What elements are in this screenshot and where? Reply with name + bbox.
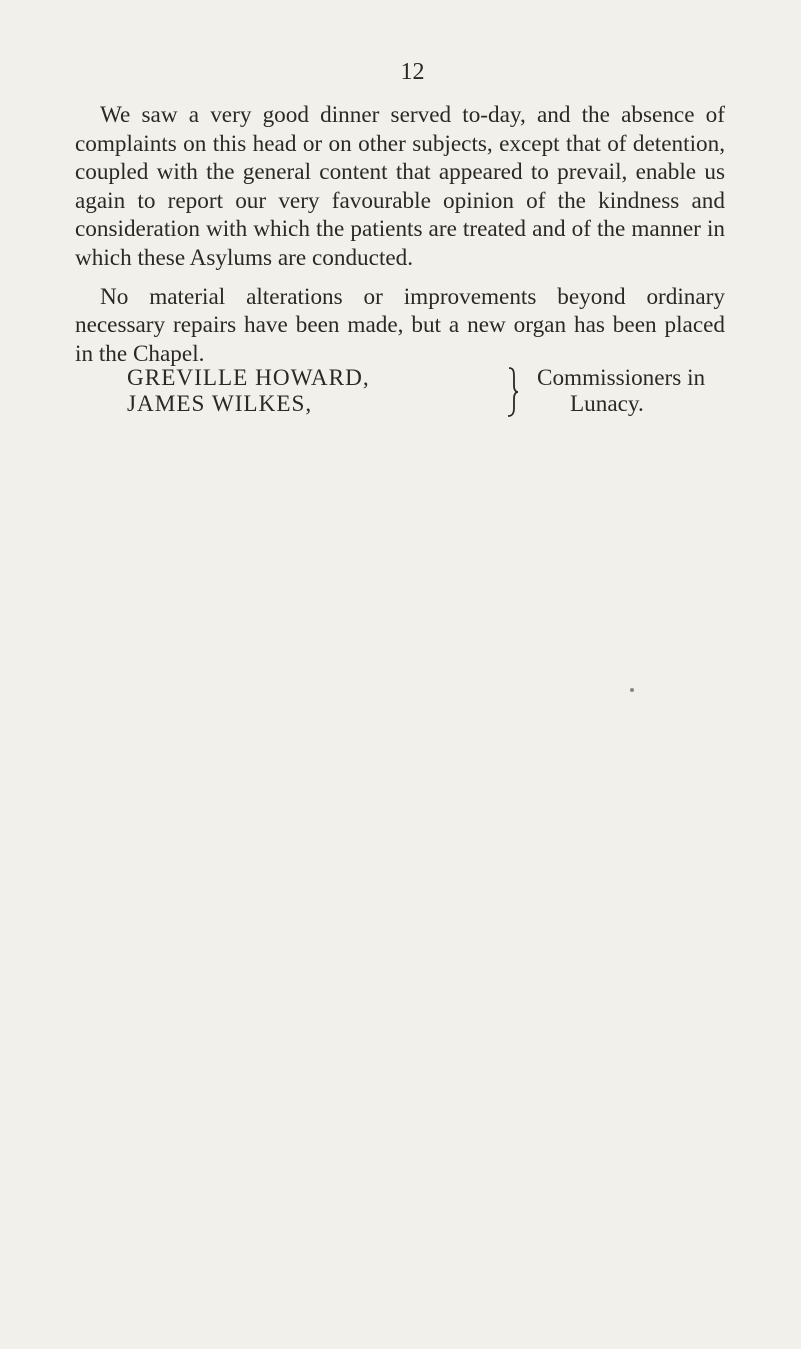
signatory-title-line-2: Lunacy.: [570, 391, 644, 417]
paragraph-1: We saw a very good dinner served to-day, and the absence of complaints on this head or on other subjects, except that of detention, coupled with the general content that appeared to prevail, enable us again to report our very favourable opinion of the kindness and consideration with which the patients are treated and of the manner in which these Asylums are conducted.: [75, 102, 725, 271]
brace-icon: [506, 366, 520, 418]
signature-block: [0, 364, 801, 424]
paragraph-2: No material alterations or improvements beyond ordinary necessary repairs have been made, but a new organ has been placed in the Chapel.: [75, 283, 725, 367]
signatory-name-1: GREVILLE HOWARD,: [127, 365, 370, 391]
signatory-title-line-1: Commissioners in: [537, 365, 706, 391]
paper-speck: [630, 688, 634, 692]
body-text: [75, 101, 725, 378]
page-number: 12: [400, 59, 425, 85]
signatory-name-2: JAMES WILKES,: [127, 391, 313, 417]
